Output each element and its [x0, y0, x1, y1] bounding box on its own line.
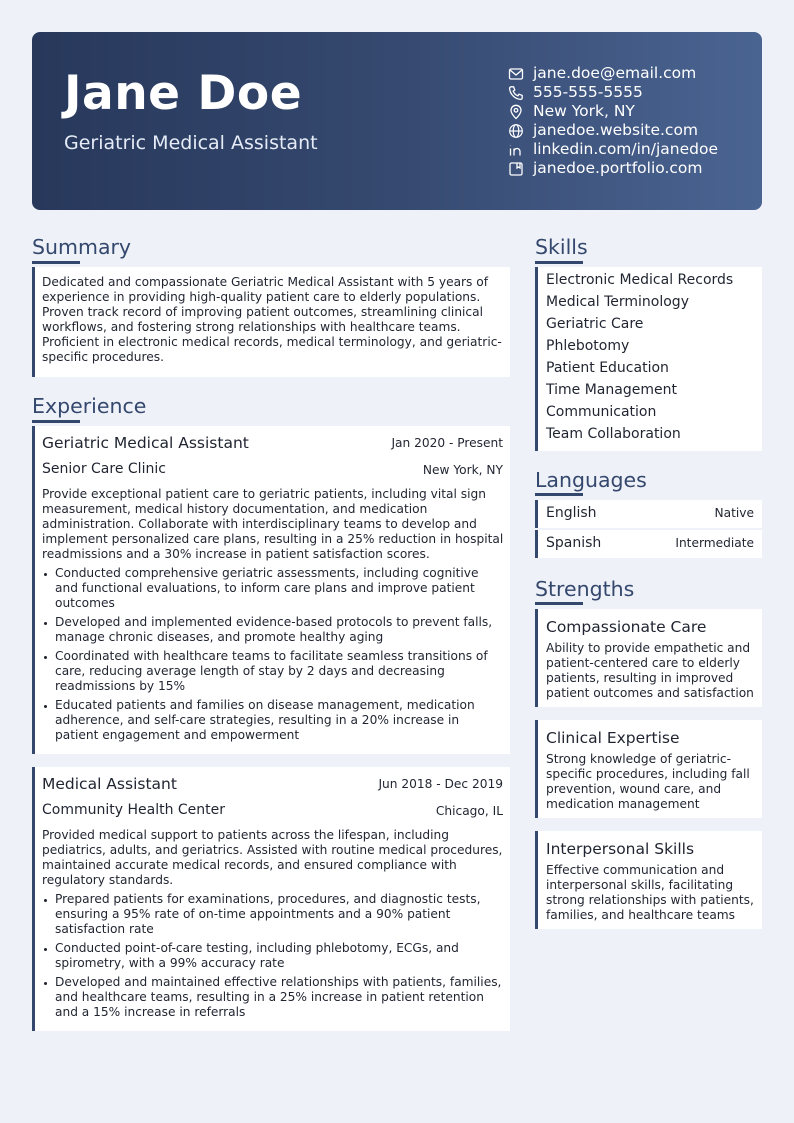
job-dates: Jan 2020 - Present: [391, 436, 503, 450]
strength-description: Ability to provide empathetic and patient-centered care to elderly patients, resulting in improved patient outcomes and satisfaction: [546, 641, 754, 700]
linkedin-icon: [508, 142, 524, 158]
job-bullet: Developed and implemented evidence-based protocols to prevent falls, manage chronic diseases, and promote healthy aging: [42, 615, 504, 645]
strengths-heading: Strengths: [535, 577, 635, 601]
language-level: Native: [714, 506, 754, 520]
portfolio-icon: [508, 161, 524, 177]
strength-title: Compassionate Care: [546, 618, 707, 636]
skill-item: Patient Education: [546, 360, 669, 376]
job-title: Geriatric Medical Assistant: [42, 434, 249, 452]
contact-portfolio-text: janedoe.portfolio.com: [533, 159, 703, 177]
job-location: Chicago, IL: [435, 804, 503, 818]
resume-header: [32, 32, 762, 210]
candidate-role: Geriatric Medical Assistant: [64, 132, 318, 154]
languages-heading: Languages: [535, 468, 647, 492]
experience-heading: Experience: [32, 394, 147, 418]
job-card: [32, 426, 510, 754]
contact-portfolio[interactable]: [508, 159, 718, 178]
location-pin-icon: [508, 104, 524, 120]
strength-card: [535, 609, 762, 707]
contact-phone-text: 555-555-5555: [533, 83, 643, 101]
skill-item: Time Management: [546, 382, 677, 398]
strength-title: Interpersonal Skills: [546, 840, 695, 858]
skill-item: Electronic Medical Records: [546, 272, 734, 288]
contact-phone[interactable]: [508, 83, 718, 102]
skill-item: Team Collaboration: [546, 426, 681, 442]
job-bullets: [42, 566, 504, 747]
job-bullets: [42, 892, 504, 1024]
contact-location: [508, 102, 718, 121]
language-row: [535, 530, 762, 558]
job-bullet: Prepared patients for examinations, procedures, and diagnostic tests, ensuring a 95% rate of on-time appointments and a 90% patient satisfaction rate: [42, 892, 504, 937]
phone-icon: [508, 85, 524, 101]
job-description: Provided medical support to patients across the lifespan, including pediatrics, adults, and geriatrics. Assisted with routine medical procedures, maintained accurate medical records, and ensured compliance with regulatory standards.: [42, 828, 503, 887]
skill-item: Geriatric Care: [546, 316, 644, 332]
strength-description: Effective communication and interpersonal skills, facilitating strong relationships with patients, families, and healthcare teams: [546, 863, 754, 922]
summary-heading: Summary: [32, 235, 132, 259]
contact-linkedin-text: linkedin.com/in/janedoe: [533, 140, 718, 158]
contact-location-text: New York, NY: [533, 102, 635, 120]
skills-card: [535, 267, 762, 451]
contact-website[interactable]: [508, 121, 718, 140]
language-row: [535, 500, 762, 528]
skills-heading: Skills: [535, 235, 588, 259]
job-bullet: Educated patients and families on disease management, medication adherence, and self-care strategies, resulting in a 20% increase in patient engagement and empowerment: [42, 698, 504, 743]
strength-description: Strong knowledge of geriatric-specific procedures, including fall prevention, wound care, and medication management: [546, 752, 750, 811]
strength-card: [535, 831, 762, 929]
job-card: [32, 767, 510, 1031]
language-name: English: [546, 505, 597, 521]
skill-item: Medical Terminology: [546, 294, 689, 310]
summary-text: Dedicated and compassionate Geriatric Medical Assistant with 5 years of experience in providing high-quality patient care to elderly populations. Proven track record of improving patient outcomes, streamlining clinical workflows, and fostering strong relationships with healthcare teams. Proficient in electronic medical records, medical terminology, and geriatric-specific procedures.: [42, 275, 502, 364]
contact-email[interactable]: [508, 64, 718, 83]
skill-item: Phlebotomy: [546, 338, 630, 354]
languages-underline: [535, 493, 583, 496]
summary-underline: [32, 261, 80, 264]
mail-icon: [508, 66, 524, 82]
job-bullet: Coordinated with healthcare teams to facilitate seamless transitions of care, reducing average length of stay by 2 days and decreasing readmissions by 15%: [42, 649, 504, 694]
job-dates: Jun 2018 - Dec 2019: [378, 777, 503, 791]
language-level: Intermediate: [675, 536, 754, 550]
globe-icon: [508, 123, 524, 139]
skills-underline: [535, 261, 583, 264]
job-bullet: Developed and maintained effective relationships with patients, families, and healthcare teams, resulting in a 25% increase in patient retention and a 15% increase in referrals: [42, 975, 504, 1020]
contact-linkedin[interactable]: [508, 140, 718, 159]
job-location: New York, NY: [422, 463, 503, 477]
job-bullet: Conducted point-of-care testing, including phlebotomy, ECGs, and spirometry, with a 99% accuracy rate: [42, 941, 504, 971]
job-title: Medical Assistant: [42, 775, 177, 793]
job-bullet: Conducted comprehensive geriatric assessments, including cognitive and functional evaluations, to inform care plans and improve patient outcomes: [42, 566, 504, 611]
language-name: Spanish: [546, 535, 602, 551]
experience-underline: [32, 420, 80, 423]
contact-list: [508, 64, 718, 178]
summary-card: [32, 267, 510, 377]
contact-email-text: jane.doe@email.com: [533, 64, 697, 82]
strength-card: [535, 720, 762, 818]
contact-website-text: janedoe.website.com: [533, 121, 699, 139]
strengths-underline: [535, 602, 583, 605]
job-description: Provide exceptional patient care to geriatric patients, including vital sign measurement, medical history documentation, and medication administration. Collaborate with interdisciplinary teams to develop and implement personalized care plans, resulting in a 25% reduction in hospital readmissions and a 30% increase in patient satisfaction scores.: [42, 487, 504, 561]
job-company: Community Health Center: [42, 802, 226, 818]
skill-item: Communication: [546, 404, 657, 420]
candidate-name: Jane Doe: [64, 66, 303, 121]
strength-title: Clinical Expertise: [546, 729, 680, 747]
job-company: Senior Care Clinic: [42, 461, 166, 477]
